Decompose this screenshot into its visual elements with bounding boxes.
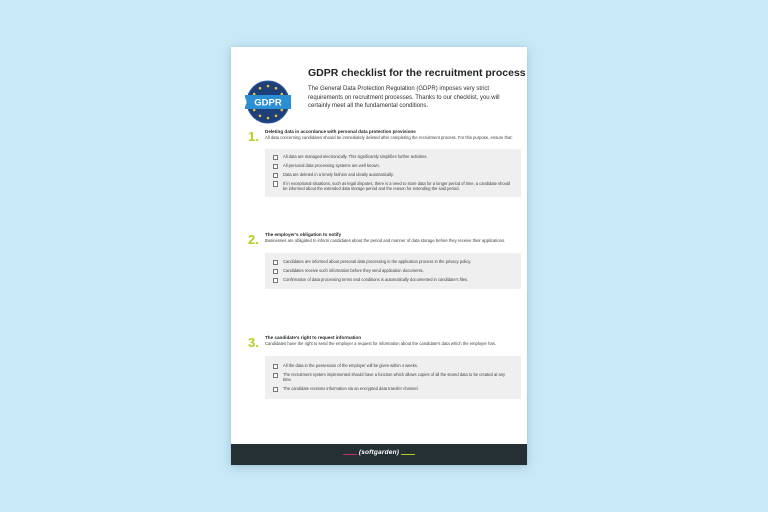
checklist-item [265, 363, 521, 368]
checkbox[interactable] [273, 260, 278, 265]
checklist-item [265, 386, 521, 391]
intro-text: The General Data Protection Regulation (GDPR) imposes very strict requirements on recruitment processes. Thanks to our checklist, you will certainly meet all the fundamental conditions. [308, 86, 500, 110]
checkbox[interactable] [273, 278, 278, 283]
checklist-box [265, 356, 521, 399]
gdpr-badge-icon [245, 79, 291, 125]
checklist-item-text: The candidate receives information via an encrypted data transfer channel. [283, 386, 419, 392]
checkbox[interactable] [273, 373, 278, 378]
checkbox[interactable] [273, 364, 278, 369]
checklist-item-text: All personal data processing systems are well known. [283, 162, 380, 168]
softgarden-logo: (softgarden) [358, 449, 400, 456]
checkbox[interactable] [273, 387, 278, 392]
checklist-item-text: The recruitment system implemented should have a function which allows copies of all the stored data to be created at any time. [283, 371, 506, 383]
checklist-item-text: Candidates are informed about personal data processing in the application process in the privacy policy. [283, 259, 472, 264]
section-title: The employer's obligation to notify [265, 232, 342, 237]
checklist-item-text: All data are managed electronically. This significantly simplifies further activities. [283, 154, 428, 159]
checklist-item-text: Data are deleted in a timely fashion and ideally automatically. [283, 171, 394, 177]
section-title: Deleting data in accordance with personal data protection provisions [265, 129, 416, 134]
section-number: 2. [248, 232, 259, 247]
checkbox[interactable] [273, 181, 278, 186]
checklist-item [265, 268, 521, 273]
checklist-item [265, 181, 521, 192]
checklist-item [265, 172, 521, 177]
checklist-item [265, 277, 521, 282]
section-description: All data concerning candidates should be immediately deleted after completing the recruitment process. For this purpose, ensure that: [265, 135, 513, 140]
section-number: 3. [248, 335, 259, 350]
checklist-box [265, 253, 521, 289]
checklist-item [265, 163, 521, 168]
badge-label: GDPR [254, 97, 282, 109]
section-description: Candidates have the right to send the employer a request for information about the candidate's data which the employer has. [265, 341, 497, 346]
document-page [231, 47, 527, 465]
checklist-item [265, 372, 521, 383]
checklist-item [265, 154, 521, 159]
footer-bar [231, 444, 527, 465]
checkbox[interactable] [273, 155, 278, 160]
checklist-item-text: Candidates receive such information before they send application documents. [283, 267, 424, 273]
checklist-item-text: If in exceptional situations, such as legal disputes, there is a need to store data for a longer period of time, a candidate should be informed about the extended data storage period and the reason for extending the said period. [283, 180, 511, 191]
checkbox[interactable] [273, 164, 278, 169]
section-description: Businesses are obligated to inform candidates about the period and manner of data storage before they receive their applications. [265, 238, 506, 243]
checklist-item-text: All the data in the possession of the employer will be given within 4 weeks. [283, 363, 418, 368]
checkbox[interactable] [273, 269, 278, 274]
checkbox[interactable] [273, 173, 278, 178]
section-number: 1. [248, 129, 259, 144]
checklist-box [265, 149, 521, 197]
page-title: GDPR checklist for the recruitment process [308, 67, 526, 79]
checklist-item [265, 259, 521, 264]
checklist-item-text: Confirmation of data processing terms and conditions is automatically documented in candidate's files. [283, 276, 469, 282]
section-title: The candidate's right to request information [265, 335, 362, 340]
